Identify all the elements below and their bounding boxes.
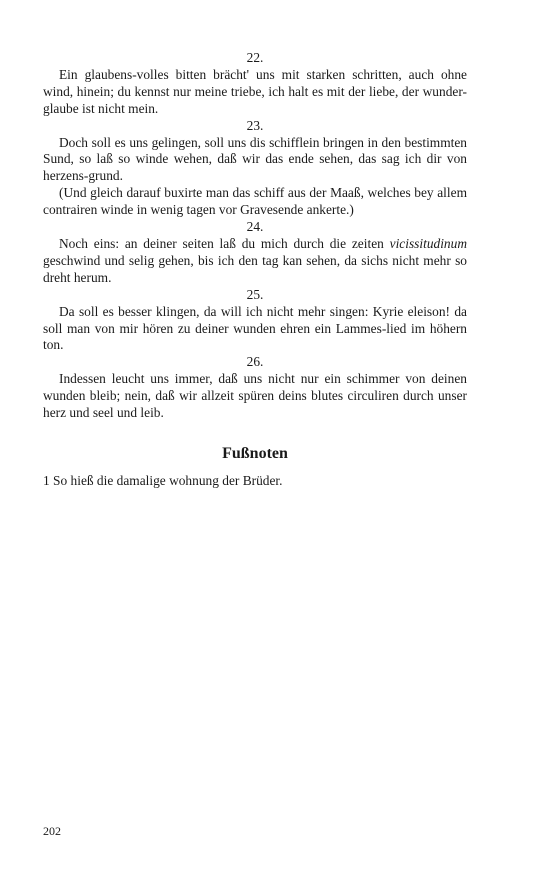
verse-paragraph <box>43 304 467 355</box>
verse-paragraph <box>43 67 467 118</box>
text-run: geschwind und selig gehen, bis ich den tag kan sehen, da sichs nicht mehr so dreht herum. <box>43 252 467 285</box>
text-run: Indessen leucht uns immer, daß uns nicht nur ein schimmer von deinen wunden bleib; nein, daß wir allzeit spüren deins blutes circuliren durch unser herz und seel und leib. <box>43 371 467 421</box>
text-run: Ein glaubens-volles bitten brächt' uns mit starken schritten, auch ohne wind, hinein; du kennst nur meine triebe, ich halt es mit der liebe, der wunder-glaube ist nicht mein. <box>43 66 467 116</box>
verse-paragraph <box>43 185 467 219</box>
verse-number: 23. <box>246 117 264 133</box>
verse-paragraph <box>43 236 467 287</box>
text-run: Noch eins: an deiner seiten laß du mich durch die zeiten <box>59 235 390 251</box>
verse-paragraph <box>43 135 467 186</box>
verse-list <box>43 50 467 422</box>
verse-number: 24. <box>246 219 264 235</box>
verse-paragraph <box>43 371 467 422</box>
text-run: Da soll es besser klingen, da will ich nicht mehr singen: Kyrie eleison! da soll man von mir hören zu deiner wunden ehren ein Lammes-lied im höhern ton. <box>43 303 467 353</box>
page-number: 202 <box>43 824 61 838</box>
verse-number: 25. <box>246 286 264 302</box>
italic-text: vicissitudinum <box>389 235 467 251</box>
footnote-item: 1 So hieß die damalige wohnung der Brüder. <box>43 472 283 488</box>
verse-number: 26. <box>246 354 264 370</box>
footnotes-heading: Fußnoten <box>222 444 288 462</box>
text-run: (Und gleich darauf buxirte man das schiff aus der Maaß, welches bey allem contrairen winde in wenig tagen vor Gravesende ankerte.) <box>43 185 467 218</box>
footnote-list <box>43 473 467 490</box>
page-body <box>43 50 467 490</box>
text-run: Doch soll es uns gelingen, soll uns dis schifflein bringen in den bestimmten Sund, so laß so winde wehen, daß wir das ende sehen, das sag ich dir von herzens-grund. <box>43 134 467 184</box>
verse-number: 22. <box>246 50 264 65</box>
